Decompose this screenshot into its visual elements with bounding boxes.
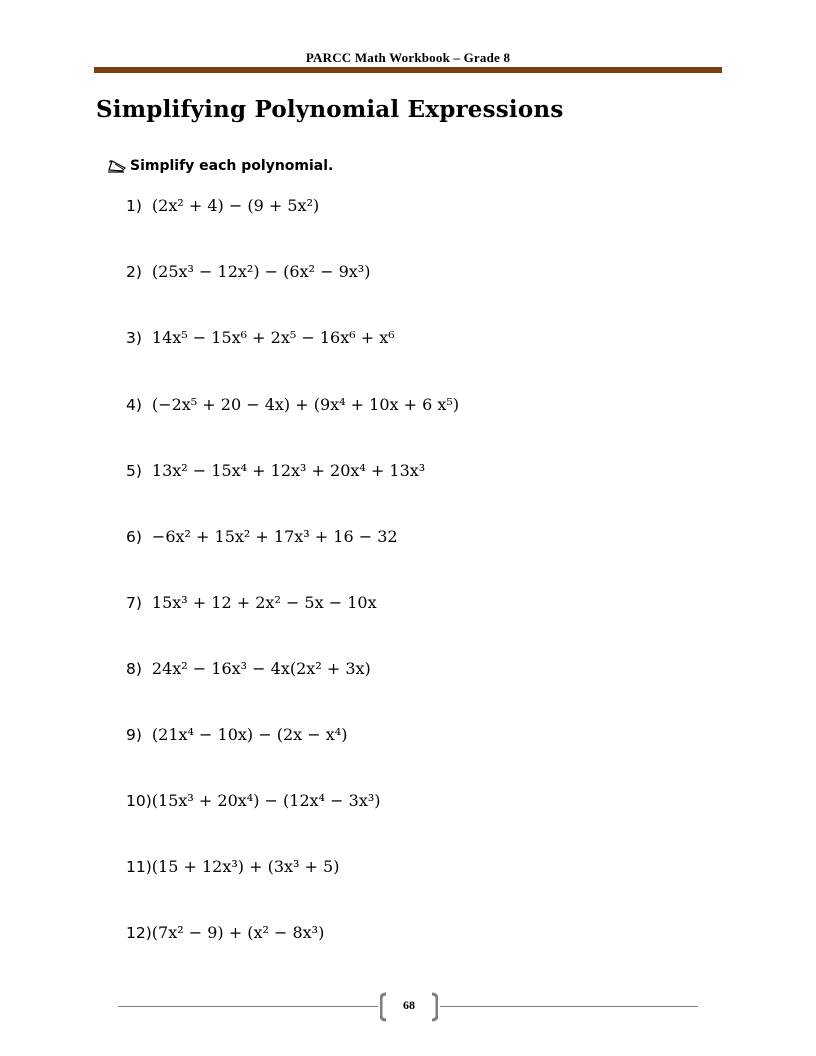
problem-6 [126, 527, 398, 546]
problem-expression: (−2x⁵ + 20 − 4x) + (9x⁴ + 10x + 6 x⁵) [151, 395, 460, 414]
problem-3 [126, 328, 395, 347]
problem-number: 6) [126, 528, 142, 546]
problem-7 [126, 593, 377, 612]
pencil-icon [106, 157, 128, 175]
problem-expression: 14x⁵ − 15x⁶ + 2x⁵ − 16x⁶ + x⁶ [151, 328, 395, 347]
problem-11 [126, 857, 339, 876]
problem-number: 8) [126, 660, 142, 678]
problem-number: 4) [126, 396, 142, 414]
problem-expression: (2x² + 4) − (9 + 5x²) [151, 196, 320, 215]
problem-number: 12) [126, 924, 152, 942]
problem-2 [126, 262, 370, 281]
problem-12 [126, 923, 324, 942]
problem-expression: (21x⁴ − 10x) − (2x − x⁴) [151, 725, 348, 744]
problem-expression: (15 + 12x³) + (3x³ + 5) [151, 857, 340, 876]
footer-rule-right [440, 1006, 698, 1007]
page-number: 68 [403, 998, 415, 1012]
problem-number: 11) [126, 858, 152, 876]
problem-5 [126, 461, 425, 480]
header-rule [94, 67, 722, 73]
problem-expression: (25x³ − 12x²) − (6x² − 9x³) [151, 262, 371, 281]
problem-10 [126, 791, 381, 810]
problem-1 [126, 196, 319, 215]
problem-expression: 13x² − 15x⁴ + 12x³ + 20x⁴ + 13x³ [151, 461, 426, 480]
problem-number: 2) [126, 263, 142, 281]
problem-number: 1) [126, 197, 142, 215]
problem-number: 5) [126, 462, 142, 480]
problem-number: 7) [126, 594, 142, 612]
instruction [106, 157, 333, 175]
problem-expression: (7x² − 9) + (x² − 8x³) [151, 923, 325, 942]
page-title: Simplifying Polynomial Expressions [96, 96, 564, 123]
problem-expression: 24x² − 16x³ − 4x(2x² + 3x) [151, 659, 371, 678]
problem-expression: (15x³ + 20x⁴) − (12x⁴ − 3x³) [151, 791, 381, 810]
problem-number: 9) [126, 726, 142, 744]
problem-4 [126, 395, 459, 414]
instruction-text: Simplify each polynomial. [130, 158, 334, 174]
problem-number: 3) [126, 329, 142, 347]
problem-8 [126, 659, 371, 678]
problem-expression: 15x³ + 12 + 2x² − 5x − 10x [151, 593, 377, 612]
problem-expression: −6x² + 15x² + 17x³ + 16 − 32 [151, 527, 398, 546]
footer-rule-left [118, 1006, 378, 1007]
page-header: PARCC Math Workbook – Grade 8 [305, 50, 511, 65]
problem-9 [126, 725, 347, 744]
problem-number: 10) [126, 792, 152, 810]
